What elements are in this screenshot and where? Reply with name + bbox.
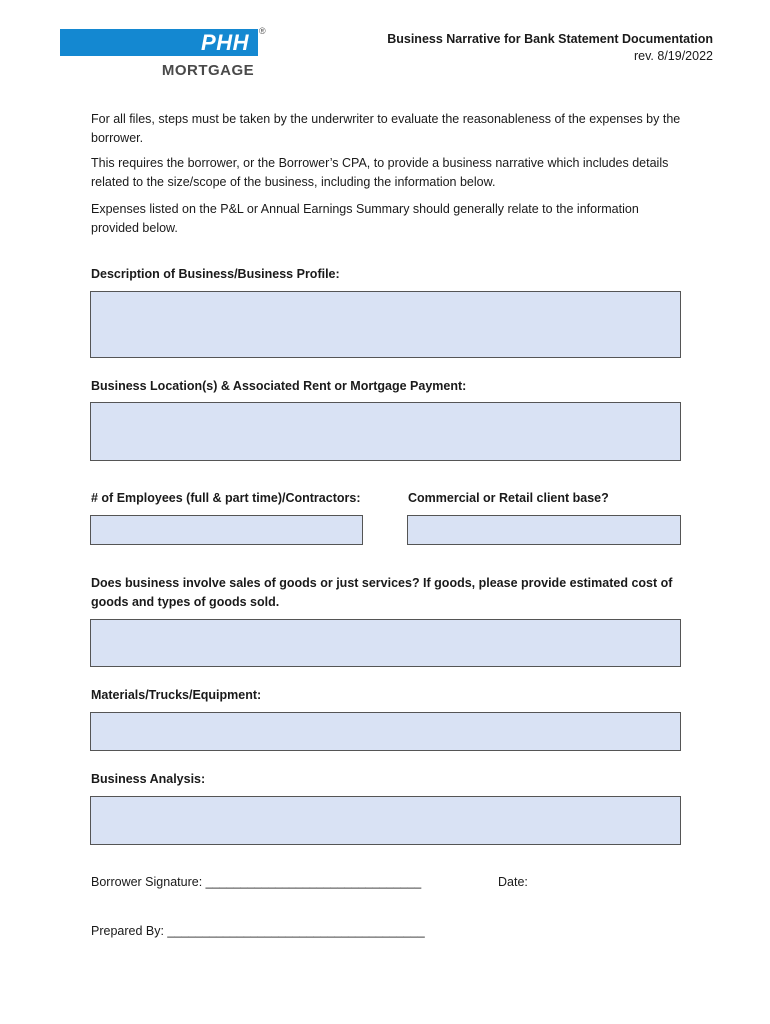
intro-paragraph-2: This requires the borrower, or the Borrower’s CPA, to provide a business narrative which includes details related to the size/scope of the business, including the information below. [91, 156, 669, 189]
materials-label: Materials/Trucks/Equipment: [91, 688, 262, 702]
client-base-label: Commercial or Retail client base? [408, 491, 609, 505]
document-title: Business Narrative for Bank Statement Documentation [387, 32, 713, 46]
logo-brand: PHH [201, 30, 249, 55]
logo-subtitle: MORTGAGE [161, 62, 255, 79]
phh-mortgage-logo [60, 26, 272, 82]
description-label: Description of Business/Business Profile: [91, 267, 340, 281]
employees-field[interactable] [90, 515, 363, 545]
employees-label: # of Employees (full & part time)/Contractors: [91, 491, 361, 505]
borrower-signature-line[interactable]: Borrower Signature: _______________________________ [91, 875, 422, 889]
goods-label: Does business involve sales of goods or just services? If goods, please provide estimated cost of goods and types of goods sold. [91, 576, 673, 609]
intro-paragraph-3: Expenses listed on the P&L or Annual Earnings Summary should generally relate to the information provided below. [91, 202, 639, 235]
prepared-by-line[interactable]: Prepared By: _____________________________________ [91, 924, 425, 938]
analysis-field[interactable] [90, 796, 681, 845]
analysis-label: Business Analysis: [91, 772, 206, 786]
date-label[interactable]: Date: [498, 875, 528, 889]
location-label: Business Location(s) & Associated Rent or Mortgage Payment: [91, 379, 467, 393]
goods-field[interactable] [90, 619, 681, 667]
logo-registered-mark: ® [259, 26, 266, 36]
location-field[interactable] [90, 402, 681, 461]
client-base-field[interactable] [407, 515, 681, 545]
document-revision: rev. 8/19/2022 [634, 49, 713, 63]
description-field[interactable] [90, 291, 681, 358]
intro-paragraph-1: For all files, steps must be taken by the underwriter to evaluate the reasonableness of the expenses by the borrower. [91, 112, 681, 145]
materials-field[interactable] [90, 712, 681, 751]
